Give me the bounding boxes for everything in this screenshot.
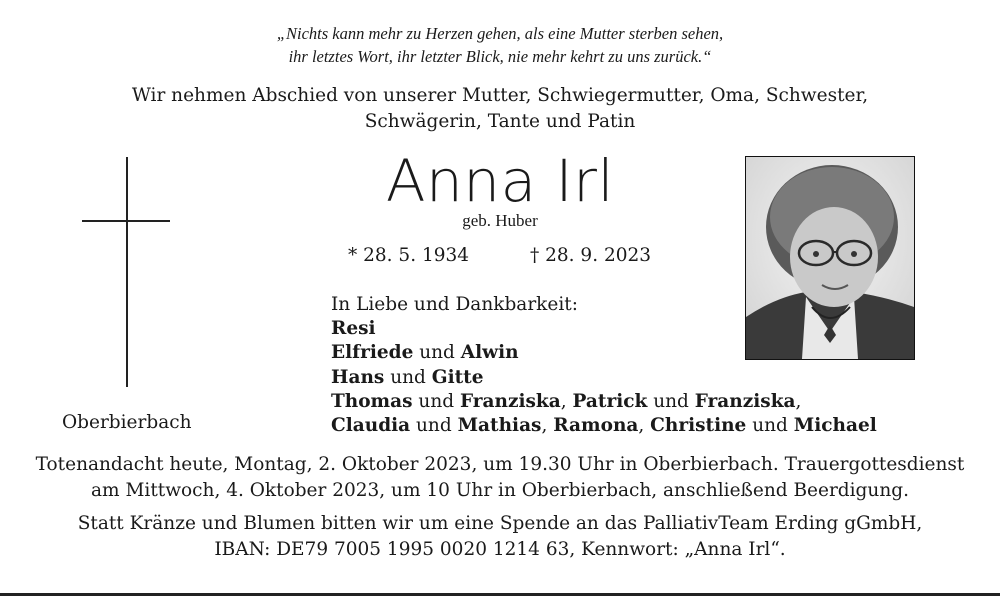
birth-date: * 28. 5. 1934 [348,245,470,266]
family-member-name: Gitte [431,366,484,388]
quote-line-2: ihr letztes Wort, ihr letzter Blick, nie mehr kehrt zu uns zurück.“ [288,47,712,66]
family-member-name: Michael [793,415,877,437]
family-connector: und [412,390,460,412]
family-member-name: Hans [331,366,385,388]
family-heading: In Liebe und Dankbarkeit: [331,294,578,315]
family-member-name: Thomas [331,390,413,412]
family-member-name: Franziska [459,390,561,412]
cross-icon [82,157,172,387]
family-connector: , [560,390,573,412]
family-connector: , [638,415,651,437]
death-date: † 28. 9. 2023 [530,245,652,266]
family-connector: und [746,415,794,437]
family-member-name: Franziska [694,390,796,412]
family-connector: , [541,415,554,437]
family-connector: und [413,342,461,364]
quote-line-1: „Nichts kann mehr zu Herzen gehen, als eine Mutter sterben sehen, [276,24,724,43]
family-row [331,414,877,438]
family-member-name: Mathias [457,415,542,437]
family-member-name: Resi [331,318,376,340]
deceased-name: Anna Irl [385,147,615,215]
family-member-name: Alwin [460,342,519,364]
family-member-name: Ramona [553,415,639,437]
notice-line-1: Totenandacht heute, Montag, 2. Oktober 2023, um 19.30 Uhr in Oberbierbach. Trauergottesdienst [35,454,965,475]
birth-name: geb. Huber [462,211,538,230]
family-member-name: Christine [650,415,747,437]
family-row [331,390,877,414]
farewell-intro [0,83,1000,135]
donation-request [0,511,1000,563]
family-connector: und [647,390,695,412]
family-connector: und [384,366,432,388]
donation-line-2: IBAN: DE79 7005 1995 0020 1214 63, Kennwort: „Anna Irl“. [214,539,786,560]
family-connector: , [795,390,802,412]
place-name: Oberbierbach [62,412,192,433]
memorial-quote [0,22,1000,68]
portrait-photo [745,156,915,360]
family-member-name: Claudia [331,415,411,437]
family-connector: und [410,415,458,437]
donation-line-1: Statt Kränze und Blumen bitten wir um eine Spende an das PalliativTeam Erding gGmbH, [77,513,923,534]
family-member-name: Patrick [572,390,648,412]
intro-line-2: Schwägerin, Tante und Patin [364,111,636,132]
intro-line-1: Wir nehmen Abschied von unserer Mutter, Schwiegermutter, Oma, Schwester, [131,85,869,106]
family-member-name: Elfriede [331,342,414,364]
family-row [331,366,877,390]
service-notice [0,452,1000,504]
notice-line-2: am Mittwoch, 4. Oktober 2023, um 10 Uhr in Oberbierbach, anschließend Beerdigung. [91,480,909,501]
